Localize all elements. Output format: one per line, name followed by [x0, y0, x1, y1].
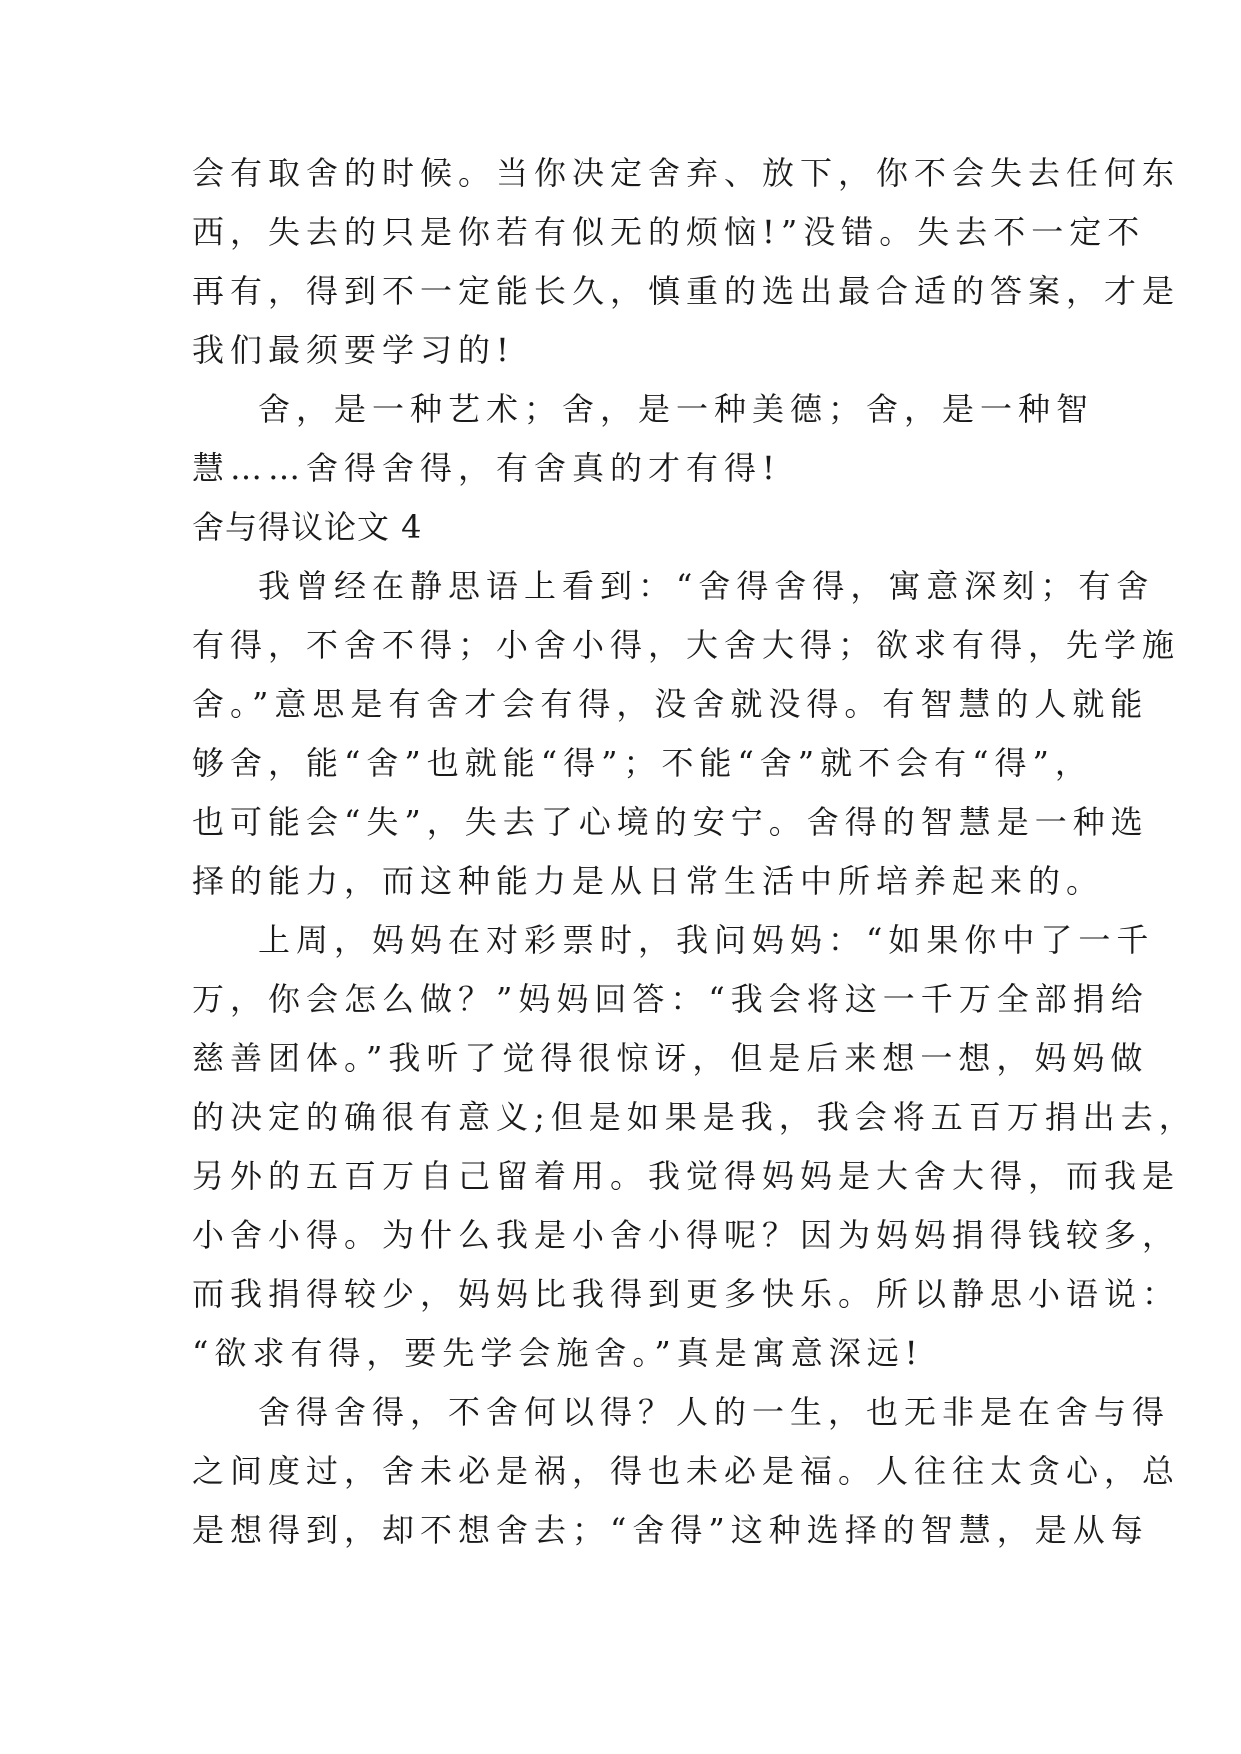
text-line: 是想得到，却不想舍去；“舍得”这种选择的智慧，是从每 — [192, 1511, 1149, 1549]
paragraph-jingsi — [192, 557, 1181, 911]
text-line: 会有取舍的时候。当你决定舍弃、放下，你不会失去任何东 — [192, 154, 1181, 192]
section-title-text: 舍与得议论文 4 — [192, 508, 423, 546]
text-line: 万，你会怎么做？”妈妈回答：“我会将这一千万全部捐给 — [192, 980, 1149, 1018]
text-line: 慈善团体。”我听了觉得很惊讶，但是后来想一想，妈妈做 — [192, 1039, 1149, 1077]
paragraph-continuation — [192, 144, 1181, 380]
section-title — [192, 498, 1067, 557]
text-line: 慧……舍得舍得，有舍真的才有得! — [192, 449, 781, 487]
text-line: 之间度过，舍未必是祸，得也未必是福。人往往太贪心，总 — [192, 1452, 1181, 1490]
text-line: 上周，妈妈在对彩票时，我问妈妈：“如果你中了一千 — [258, 921, 1155, 959]
text-line: 我们最须要学习的! — [192, 331, 515, 369]
text-line: “欲求有得，要先学会施舍。”真是寓意深远! — [192, 1334, 924, 1372]
text-line: 有得，不舍不得；小舍小得，大舍大得；欲求有得，先学施 — [192, 626, 1181, 664]
text-line: 舍，是一种艺术；舍，是一种美德；舍，是一种智 — [258, 390, 1095, 428]
text-line: 而我捐得较少，妈妈比我得到更多快乐。所以静思小语说： — [192, 1275, 1181, 1313]
text-line: 舍。”意思是有舍才会有得，没舍就没得。有智慧的人就能 — [192, 685, 1149, 723]
paragraph-lottery — [192, 911, 1197, 1383]
text-line: 的决定的确很有意义;但是如果是我，我会将五百万捐出去， — [192, 1098, 1197, 1136]
text-line: 再有，得到不一定能长久，慎重的选出最合适的答案，才是 — [192, 272, 1181, 310]
text-line: 也可能会“失”，失去了心境的安宁。舍得的智慧是一种选 — [192, 803, 1149, 841]
text-line: 另外的五百万自己留着用。我觉得妈妈是大舍大得，而我是 — [192, 1157, 1181, 1195]
paragraph-conclusion — [192, 1383, 1181, 1560]
text-line: 西，失去的只是你若有似无的烦恼!”没错。失去不一定不 — [192, 213, 1146, 251]
text-line: 小舍小得。为什么我是小舍小得呢？因为妈妈捐得钱较多， — [192, 1216, 1181, 1254]
text-line: 我曾经在静思语上看到：“舍得舍得，寓意深刻；有舍 — [258, 567, 1155, 605]
text-line: 够舍，能“舍”也就能“得”；不能“舍”就不会有“得”， — [192, 744, 1093, 782]
paragraph-art-virtue — [192, 380, 1095, 498]
text-line: 择的能力，而这种能力是从日常生活中所培养起来的。 — [192, 862, 1105, 900]
text-line: 舍得舍得，不舍何以得？人的一生，也无非是在舍与得 — [258, 1393, 1171, 1431]
